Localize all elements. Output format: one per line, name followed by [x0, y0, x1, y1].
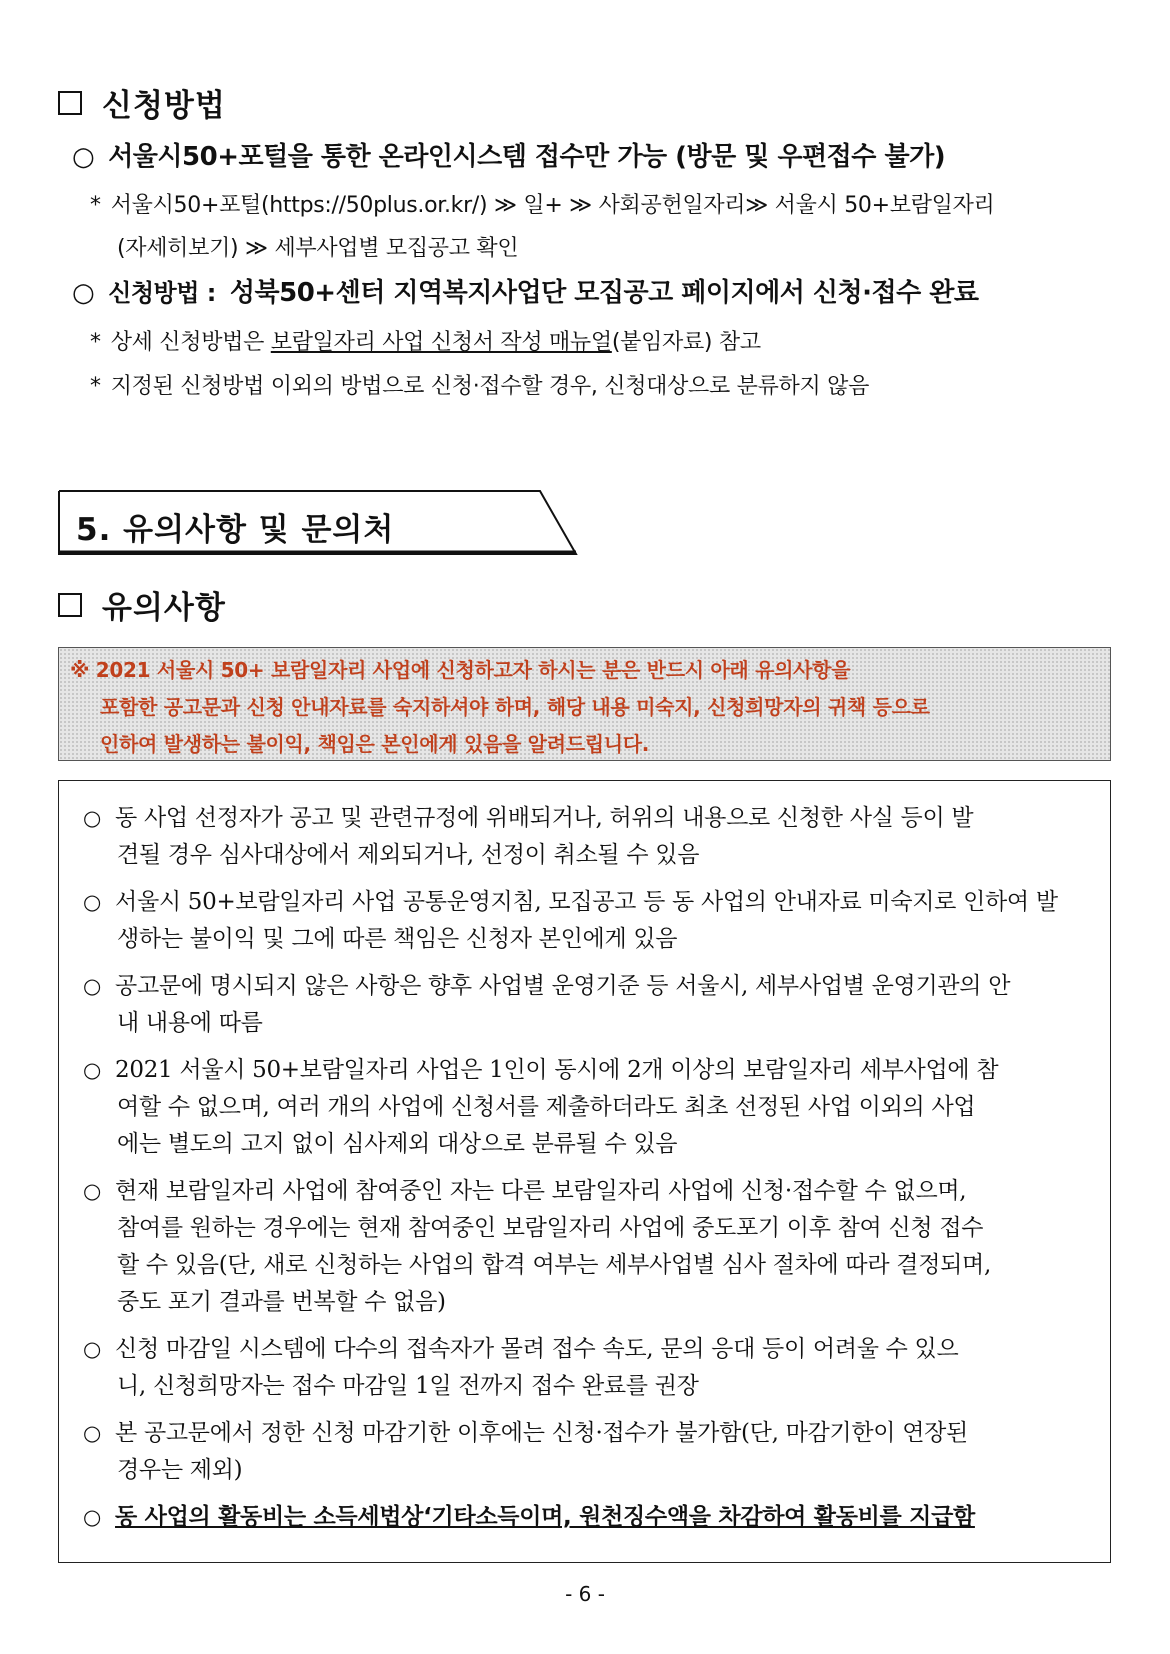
caution-2 [83, 883, 1058, 916]
section-5-banner [58, 490, 578, 556]
caution-4 [83, 1051, 998, 1084]
asterisk-icon: * [90, 374, 101, 399]
notice-line-3: 인하여 발생하는 불이익, 책임은 본인에게 있음을 알려드립니다. [100, 732, 650, 756]
asterisk-icon: * [90, 193, 101, 218]
checkbox-square-icon [58, 593, 82, 617]
method-item-2 [72, 272, 979, 309]
circle-bullet-icon: ○ [72, 142, 95, 172]
caution-4-line-2: 여할 수 없으며, 여러 개의 사업에 신청서를 제출하더라도 최초 선정된 사업 이외의 사업 [117, 1094, 976, 1120]
section-5-title: 5. 유의사항 및 문의처 [76, 512, 395, 548]
method-note-2-pre: 상세 신청방법은 [110, 330, 265, 355]
caution-7-line-1: 본 공고문에서 정한 신청 마감기한 이후에는 신청·접수가 불가함(단, 마감기한이 연장된 [115, 1420, 968, 1446]
caution-5 [83, 1172, 966, 1205]
checkbox-square-icon [58, 91, 82, 115]
method-heading-text: 신청방법 [102, 88, 226, 124]
caution-2-line-2: 생하는 불이익 및 그에 따른 책임은 신청자 본인에게 있음 [117, 926, 678, 952]
asterisk-icon: * [90, 330, 101, 355]
circle-bullet-icon: ○ [72, 278, 95, 308]
caution-1 [83, 799, 973, 832]
caution-5-line-4: 중도 포기 결과를 번복할 수 없음) [117, 1289, 446, 1315]
caution-5-line-1: 현재 보람일자리 사업에 참여중인 자는 다른 보람일자리 사업에 신청·접수할 수 없으며, [115, 1178, 967, 1204]
caution-6-line-2: 니, 신청희망자는 접수 마감일 1일 전까지 접수 완료를 권장 [117, 1373, 699, 1399]
circle-bullet-icon: ○ [83, 974, 102, 998]
caution-3-line-1: 공고문에 명시되지 않은 사항은 향후 사업별 운영기준 등 서울시, 세부사업별 운영기관의 안 [115, 973, 1011, 999]
circle-bullet-icon: ○ [83, 1179, 102, 1203]
circle-bullet-icon: ○ [83, 1421, 102, 1445]
caution-8-text: 동 사업의 활동비는 소득세법상‘기타소득이며, 원천징수액을 차감하여 활동비를 지급함 [115, 1504, 975, 1530]
cautions-box [58, 780, 1111, 1563]
manual-link-text: 보람일자리 사업 신청서 작성 매뉴얼 [270, 330, 612, 355]
method-item-2-text: 성북50+센터 지역복지사업단 모집공고 페이지에서 신청·접수 완료 [229, 278, 979, 308]
page-number: - 6 - [565, 1582, 605, 1606]
circle-bullet-icon: ○ [83, 1058, 102, 1082]
method-note-2 [90, 325, 761, 356]
circle-bullet-icon: ○ [83, 1337, 102, 1361]
cautions-heading [58, 582, 226, 627]
caution-4-line-1: 2021 서울시 50+보람일자리 사업은 1인이 동시에 2개 이상의 보람일자리 세부사업에 참 [115, 1057, 999, 1083]
method-heading [58, 80, 226, 125]
caution-4-line-3: 에는 별도의 고지 없이 심사제외 대상으로 분류될 수 있음 [117, 1131, 678, 1157]
caution-7 [83, 1414, 968, 1447]
caution-2-line-1: 서울시 50+보람일자리 사업 공통운영지침, 모집공고 등 동 사업의 안내자료 미숙지로 인하여 발 [115, 889, 1058, 915]
caution-3-line-2: 내 내용에 따름 [117, 1010, 263, 1036]
caution-3 [83, 967, 1010, 1000]
circle-bullet-icon: ○ [83, 1505, 102, 1529]
circle-bullet-icon: ○ [83, 806, 102, 830]
caution-8 [83, 1498, 975, 1531]
cautions-heading-text: 유의사항 [102, 590, 226, 626]
notice-box [58, 647, 1111, 761]
method-note-3-text: 지정된 신청방법 이외의 방법으로 신청·접수할 경우, 신청대상으로 분류하지 않음 [110, 374, 870, 399]
caution-5-line-3: 할 수 있음(단, 새로 신청하는 사업의 합격 여부는 세부사업별 심사 절차에 따라 결정되며, [117, 1252, 991, 1278]
method-note-2-post: (붙임자료) 참고 [611, 330, 761, 355]
caution-6 [83, 1330, 958, 1363]
caution-7-line-2: 경우는 제외) [117, 1457, 243, 1483]
notice-line-2: 포함한 공고문과 신청 안내자료를 숙지하셔야 하며, 해당 내용 미숙지, 신청희망자의 귀책 등으로 [100, 695, 930, 719]
method-item-1 [72, 136, 945, 173]
method-note-1-continued: (자세히보기) ≫ 세부사업별 모집공고 확인 [117, 236, 519, 261]
method-note-1-text: 서울시50+포털(https://50plus.or.kr/) ≫ 일+ ≫ 사회공헌일자리≫ 서울시 50+보람일자리 [110, 193, 995, 218]
method-item-1-text: 서울시50+포털을 통한 온라인시스템 접수만 가능 (방문 및 우편접수 불가) [108, 142, 946, 172]
method-note-1 [90, 188, 995, 219]
method-note-3 [90, 369, 869, 400]
caution-1-line-2: 견될 경우 심사대상에서 제외되거나, 선정이 취소될 수 있음 [117, 842, 700, 868]
caution-1-line-1: 동 사업 선정자가 공고 및 관련규정에 위배되거나, 허위의 내용으로 신청한 사실 등이 발 [115, 805, 974, 831]
notice-line-1: ※ 2021 서울시 50+ 보람일자리 사업에 신청하고자 하시는 분은 반드시 아래 유의사항을 [70, 658, 851, 682]
circle-bullet-icon: ○ [83, 890, 102, 914]
caution-5-line-2: 참여를 원하는 경우에는 현재 참여중인 보람일자리 사업에 중도포기 이후 참여 신청 접수 [117, 1215, 984, 1241]
caution-6-line-1: 신청 마감일 시스템에 다수의 접속자가 몰려 접수 속도, 문의 응대 등이 어려울 수 있으 [115, 1336, 959, 1362]
method-item-2-label: 신청방법 : [108, 279, 216, 307]
